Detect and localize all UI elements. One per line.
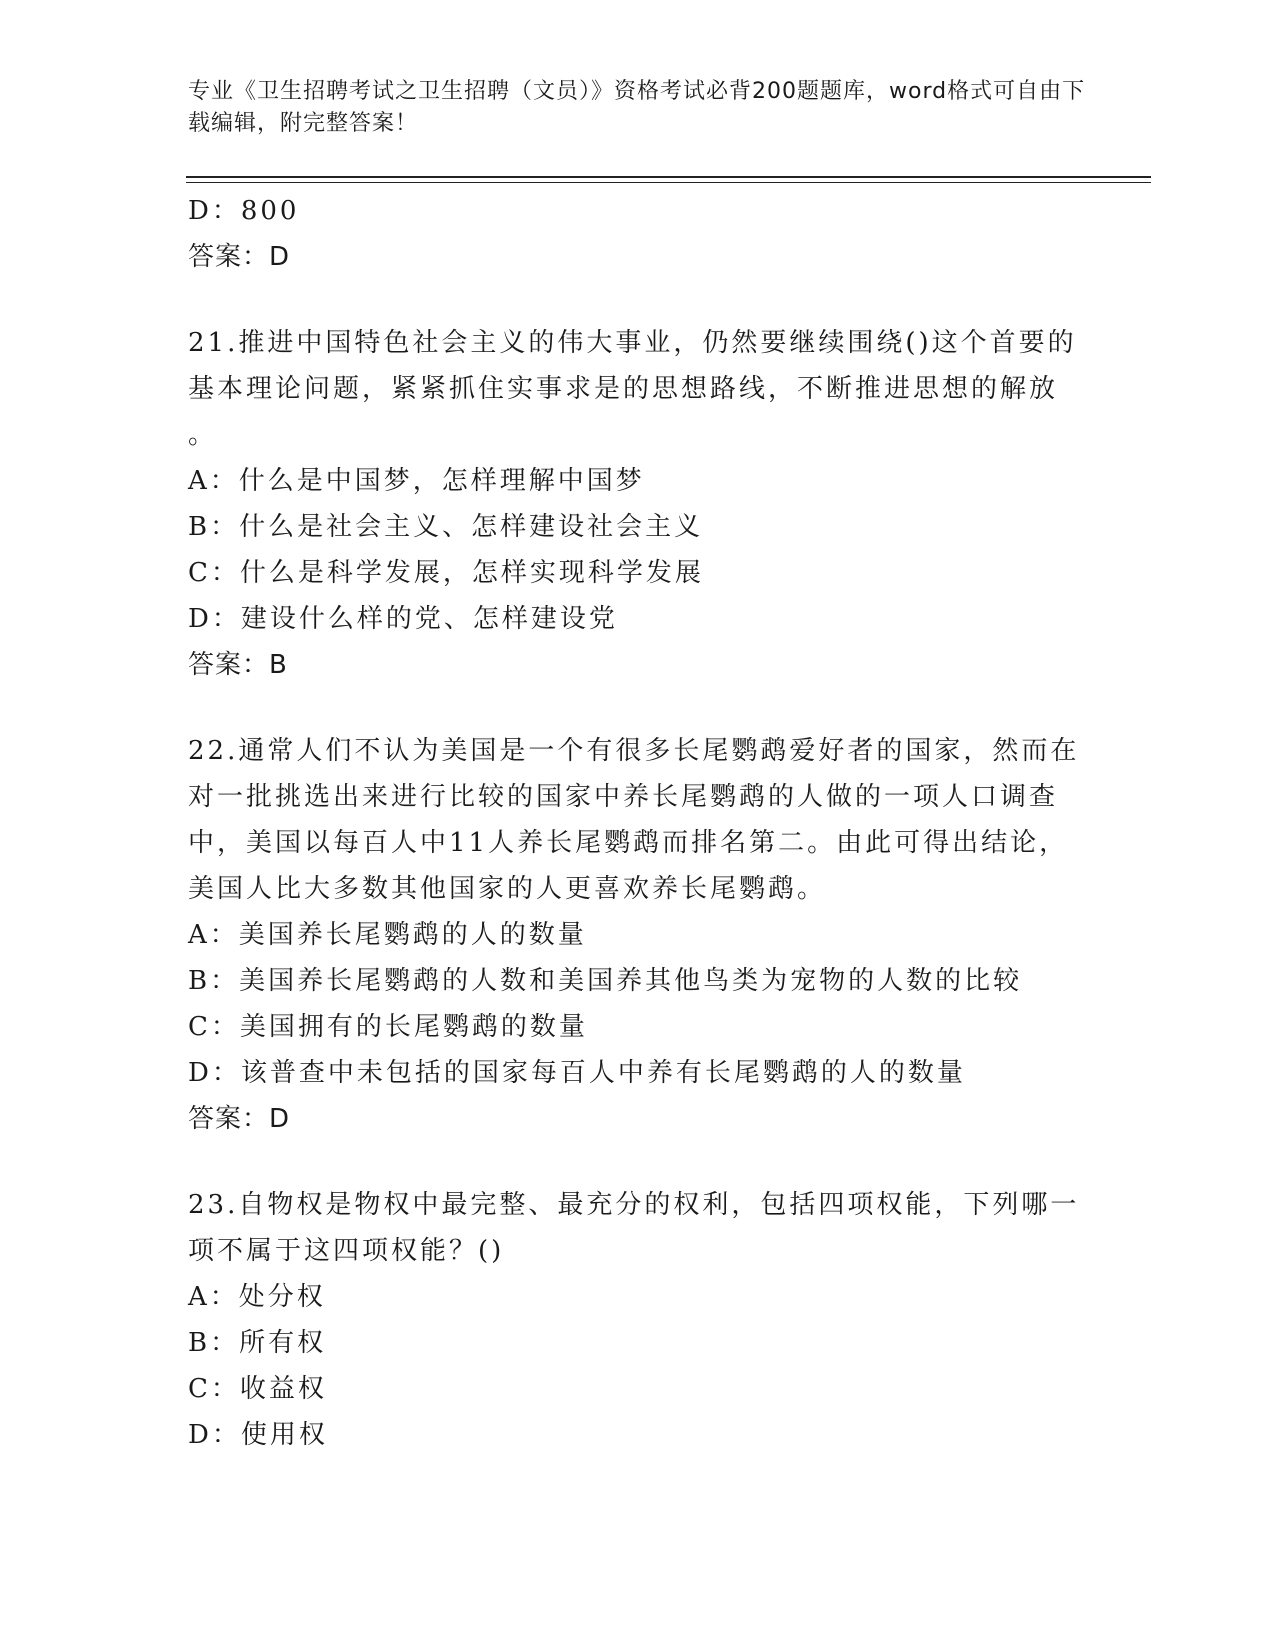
option-b: B：美国养长尾鹦鹉的人数和美国养其他鸟类为宠物的人数的比较 <box>188 966 1023 996</box>
question-22 <box>188 728 1088 1142</box>
header-rule-thin <box>186 182 1151 183</box>
option-d: D：建设什么样的党、怎样建设党 <box>188 604 618 634</box>
option-c: C：收益权 <box>188 1374 327 1404</box>
question-stem-line: 。 <box>188 420 218 450</box>
question-stem-line: 基本理论问题，紧紧抓住实事求是的思想路线，不断推进思想的解放 <box>188 374 1059 404</box>
option-b: B：什么是社会主义、怎样建设社会主义 <box>188 512 704 542</box>
option-c: C：什么是科学发展，怎样实现科学发展 <box>188 558 704 588</box>
option-a: A：处分权 <box>188 1282 326 1312</box>
option-d: D：使用权 <box>188 1420 328 1450</box>
document-header <box>188 76 1088 140</box>
answer: 答案：D <box>188 1104 291 1134</box>
question-stem-line: 中，美国以每百人中11人养长尾鹦鹉而排名第二。由此可得出结论， <box>188 828 1069 858</box>
question-list <box>188 188 1088 1458</box>
question-21 <box>188 320 1088 688</box>
header-rule-thick <box>186 176 1151 178</box>
carryover-answer: 答案：D <box>188 242 291 272</box>
question-stem-line: 22.通常人们不认为美国是一个有很多长尾鹦鹉爱好者的国家，然而在 <box>188 736 1080 766</box>
carryover-option-d: D：800 <box>188 196 300 226</box>
question-stem-line: 对一批挑选出来进行比较的国家中养长尾鹦鹉的人做的一项人口调查 <box>188 782 1059 812</box>
option-d: D：该普查中未包括的国家每百人中养有长尾鹦鹉的人的数量 <box>188 1058 966 1088</box>
question-stem-line: 23.自物权是物权中最完整、最充分的权利，包括四项权能，下列哪一 <box>188 1190 1080 1220</box>
option-b: B：所有权 <box>188 1328 327 1358</box>
header-text: 专业《卫生招聘考试之卫生招聘（文员）》资格考试必背200题题库，word格式可自由下载编辑，附完整答案！ <box>188 79 1086 136</box>
question-23 <box>188 1182 1088 1458</box>
question-stem-line: 项不属于这四项权能？() <box>188 1236 505 1266</box>
option-a: A：什么是中国梦，怎样理解中国梦 <box>188 466 645 496</box>
option-c: C：美国拥有的长尾鹦鹉的数量 <box>188 1012 588 1042</box>
answer: 答案：B <box>188 650 288 680</box>
question-stem-line: 21.推进中国特色社会主义的伟大事业，仍然要继续围绕()这个首要的 <box>188 328 1077 358</box>
question-stem-line: 美国人比大多数其他国家的人更喜欢养长尾鹦鹉。 <box>188 874 827 904</box>
option-a: A：美国养长尾鹦鹉的人的数量 <box>188 920 587 950</box>
